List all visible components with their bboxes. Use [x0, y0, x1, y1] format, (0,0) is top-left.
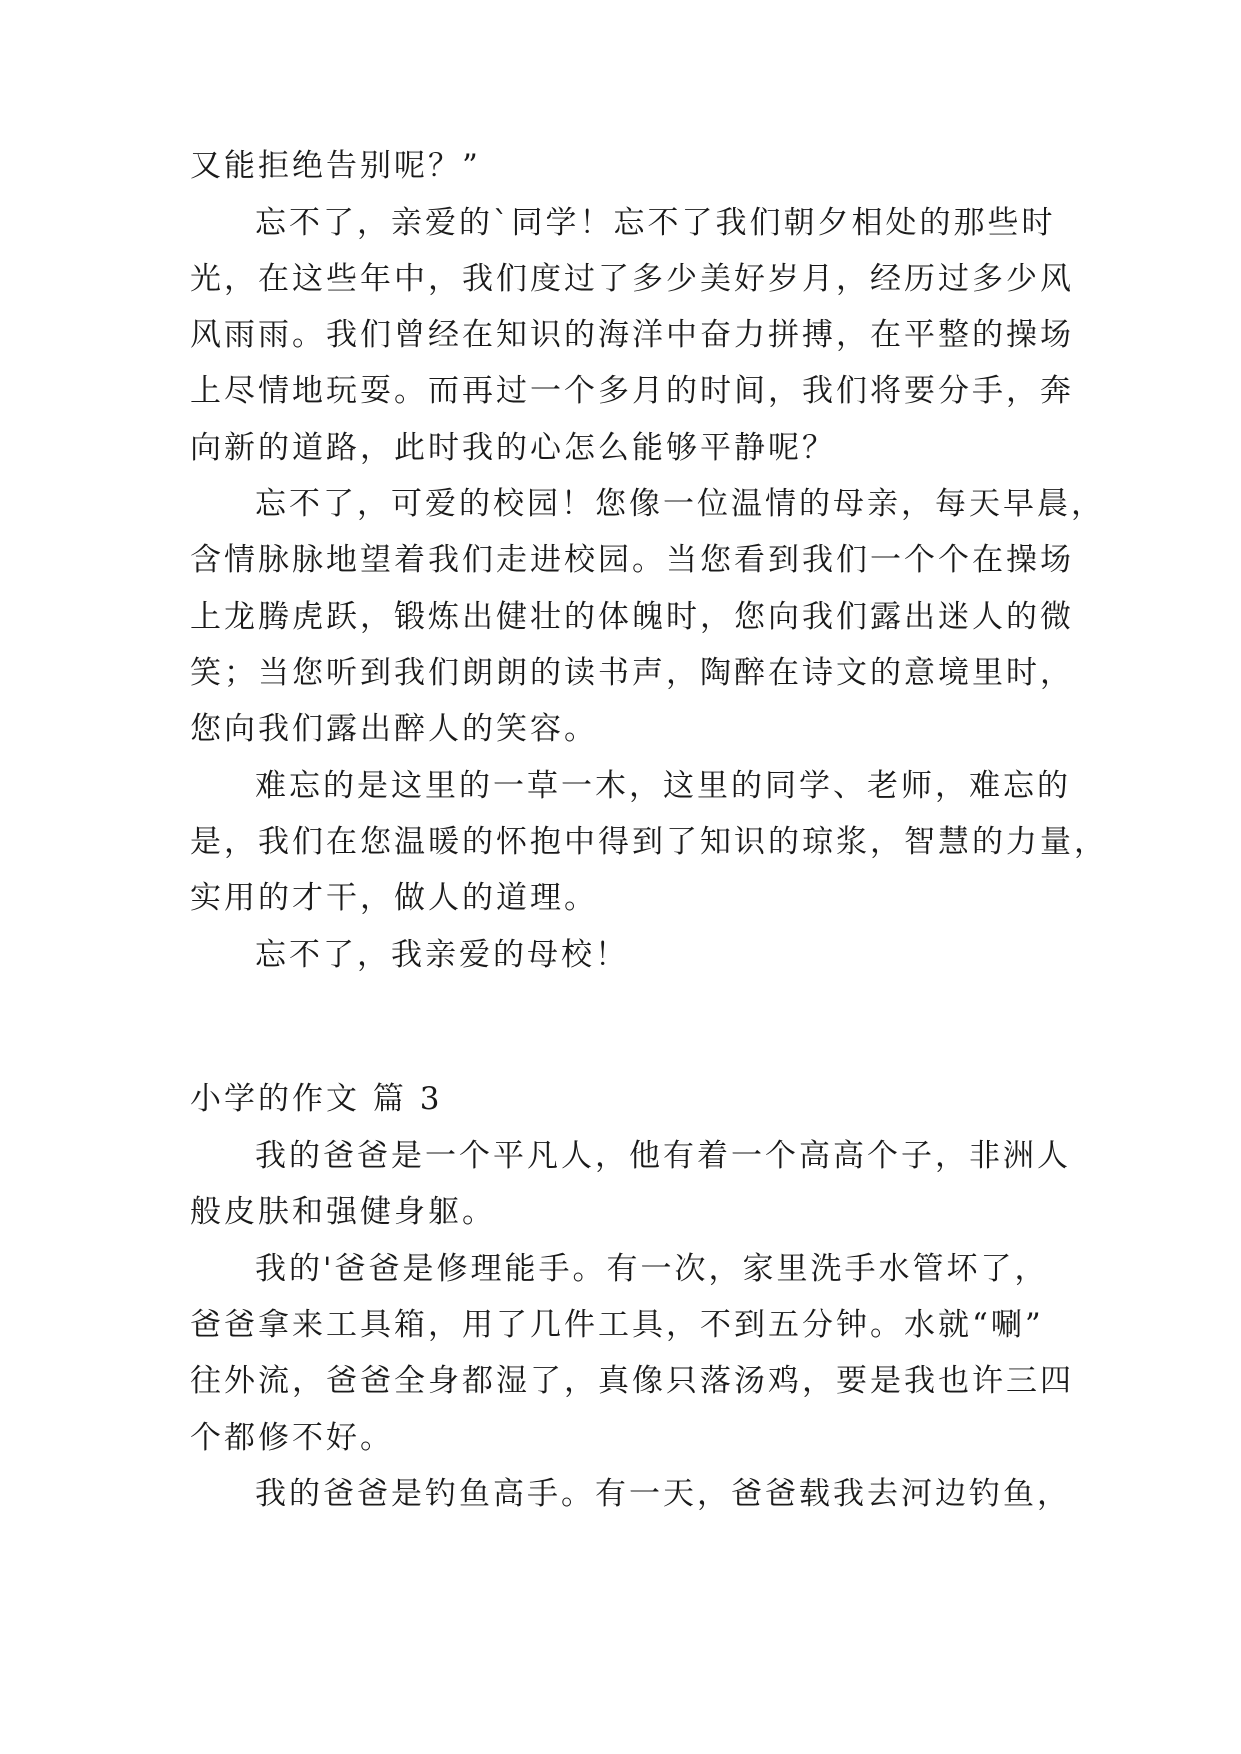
text-line: 笑；当您听到我们朗朗的读书声，陶醉在诗文的意境里时， [190, 655, 1074, 691]
text-line: 上尽情地玩耍。而再过一个多月的时间，我们将要分手，奔 [190, 373, 1074, 409]
paragraph-line: 难忘的是这里的一草一木，这里的同学、老师，难忘的 [255, 768, 1071, 804]
paragraph-line: 我的'爸爸是修理能手。有一次，家里洗手水管坏了， [255, 1251, 1049, 1287]
paragraph-line: 忘不了，亲爱的`同学！忘不了我们朝夕相处的那些时 [255, 205, 1056, 241]
paragraph-line: 忘不了，可爱的校园！您像一位温情的母亲，每天早晨， [255, 486, 1105, 522]
text-line: 光，在这些年中，我们度过了多少美好岁月，经历过多少风 [190, 261, 1074, 297]
text-line: 向新的道路，此时我的心怎么能够平静呢？ [190, 430, 836, 466]
text-line: 风雨雨。我们曾经在知识的海洋中奋力拼搏，在平整的操场 [190, 317, 1074, 353]
paragraph-line: 我的爸爸是一个平凡人，他有着一个高高个子，非洲人 [255, 1138, 1071, 1174]
section-heading: 小学的作文 篇 3 [190, 1081, 443, 1117]
text-line: 又能拒绝告别呢？” [190, 148, 481, 184]
text-line: 含情脉脉地望着我们走进校园。当您看到我们一个个在操场 [190, 542, 1074, 578]
text-line: 往外流，爸爸全身都湿了，真像只落汤鸡，要是我也许三四 [190, 1363, 1074, 1399]
text-line: 您向我们露出醉人的笑容。 [190, 711, 598, 747]
text-line: 爸爸拿来工具箱，用了几件工具，不到五分钟。水就“唰” [190, 1307, 1044, 1343]
paragraph-line: 我的爸爸是钓鱼高手。有一天，爸爸载我去河边钓鱼， [255, 1476, 1071, 1512]
text-line: 般皮肤和强健身躯。 [190, 1194, 496, 1230]
text-line: 实用的才干，做人的道理。 [190, 880, 598, 916]
paragraph-line: 忘不了，我亲爱的母校！ [255, 937, 629, 973]
text-line: 上龙腾虎跃，锻炼出健壮的体魄时，您向我们露出迷人的微 [190, 599, 1074, 635]
text-line: 是，我们在您温暖的怀抱中得到了知识的琼浆，智慧的力量， [190, 824, 1108, 860]
text-line: 个都修不好。 [190, 1420, 394, 1456]
